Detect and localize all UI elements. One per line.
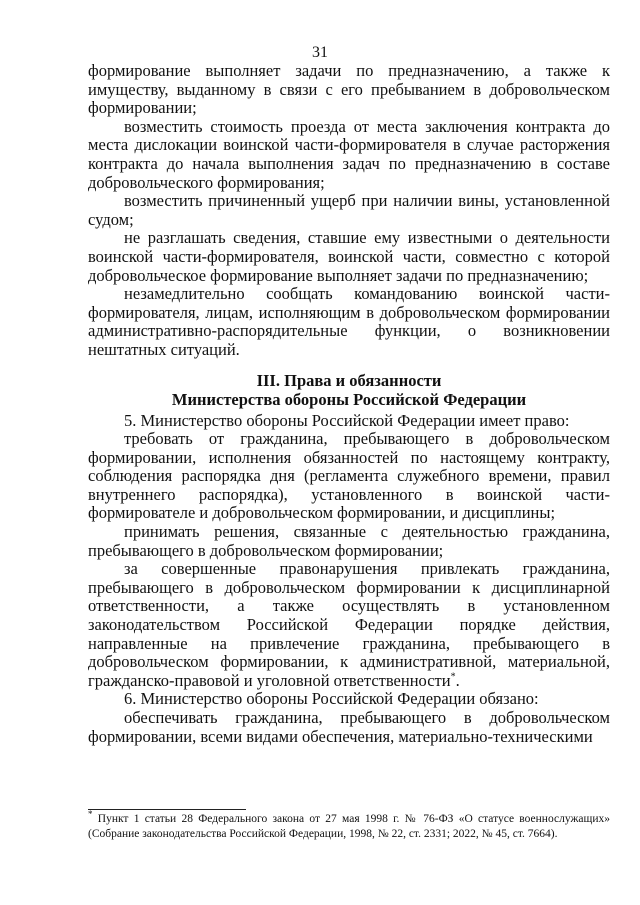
paragraph-obligation-damage: возместить причиненный ущерб при наличии вины, установленной судом; bbox=[88, 191, 610, 229]
paragraph-obligation-report: незамедлительно сообщать командованию воинской части-формирователя, лицам, исполняющим в добровольческом формировании административно-распорядительные функции, о возникновении нештатных ситуаций. bbox=[88, 284, 610, 359]
section-heading-line1: III. Права и обязанности bbox=[256, 370, 442, 390]
paragraph-item-6: 6. Министерство обороны Российской Федерации обязано: bbox=[124, 689, 539, 709]
paragraph-item-5: 5. Министерство обороны Российской Федерации имеет право: bbox=[124, 410, 570, 430]
paragraph-right-decide: принимать решения, связанные с деятельностью гражданина, пребывающего в добровольческом формировании; bbox=[88, 522, 610, 560]
section-heading bbox=[88, 371, 610, 409]
paragraph-duty-provide: обеспечивать гражданина, пребывающего в добровольческом формировании, всеми видами обеспечения, материально-техническими bbox=[88, 708, 610, 746]
section-heading-line2: Министерства обороны Российской Федерации bbox=[171, 389, 527, 409]
body-text bbox=[88, 62, 610, 746]
paragraph-right-liability: за совершенные правонарушения привлекать гражданина, пребывающего в добровольческом формировании к дисциплинарной ответственности, а также осуществлять в установленном законодательством Российской Федерации порядке действия, направленные на привлечение гражданина, пребывающего в добровольческом формировании, к административной, материальной, гражданско-правовой и уголовной ответственности*. bbox=[88, 559, 610, 690]
footnote bbox=[88, 809, 611, 841]
paragraph-right-require: требовать от гражданина, пребывающего в добровольческом формировании, исполнения обязанностей по настоящему контракту, соблюдения распорядка дня (регламента служебного времени, правил внутреннего распорядка), установленного в воинской части-формирователе и добровольческом формировании, и дисциплины; bbox=[88, 429, 610, 523]
paragraph-right-liability-text: за совершенные правонарушения привлекать гражданина, пребывающего в добровольческом формировании к дисциплинарной ответственности, а также осуществлять в установленном законодательством Российской Федерации порядке действия, направленные на привлечение гражданина, пребывающего в добровольческом формировании, к административной, материальной, гражданско-правовой и уголовной ответственности bbox=[88, 559, 610, 690]
footnote-text: Пункт 1 статьи 28 Федерального закона от 27 мая 1998 г. № 76-ФЗ «О статусе военнослужащих» (Собрание законодательства Российской Федерации, 1998, № 22, ст. 2331; 2022, № 45, ст. 7664). bbox=[88, 813, 611, 840]
paragraph-obligation-travel: возместить стоимость проезда от места заключения контракта до места дислокации воинской части-формирователя в случае расторжения контракта до начала выполнения задач по предназначению в составе добровольческого формирования; bbox=[88, 116, 610, 192]
footnote-marker: * bbox=[88, 809, 93, 820]
footnote-reference-mark: * bbox=[450, 671, 456, 683]
page-number: 31 bbox=[312, 44, 328, 61]
paragraph-obligation-nondisclosure: не разглашать сведения, ставшие ему известными о деятельности воинской части-формирователя, воинской части, совместно с которой добровольческое формирование выполняет задачи по предназначению; bbox=[88, 228, 610, 285]
paragraph-continuation: формирование выполняет задачи по предназначению, а также к имуществу, выданному в связи с его пребыванием в добровольческом формировании; bbox=[88, 61, 610, 118]
footnote-divider bbox=[88, 809, 246, 810]
